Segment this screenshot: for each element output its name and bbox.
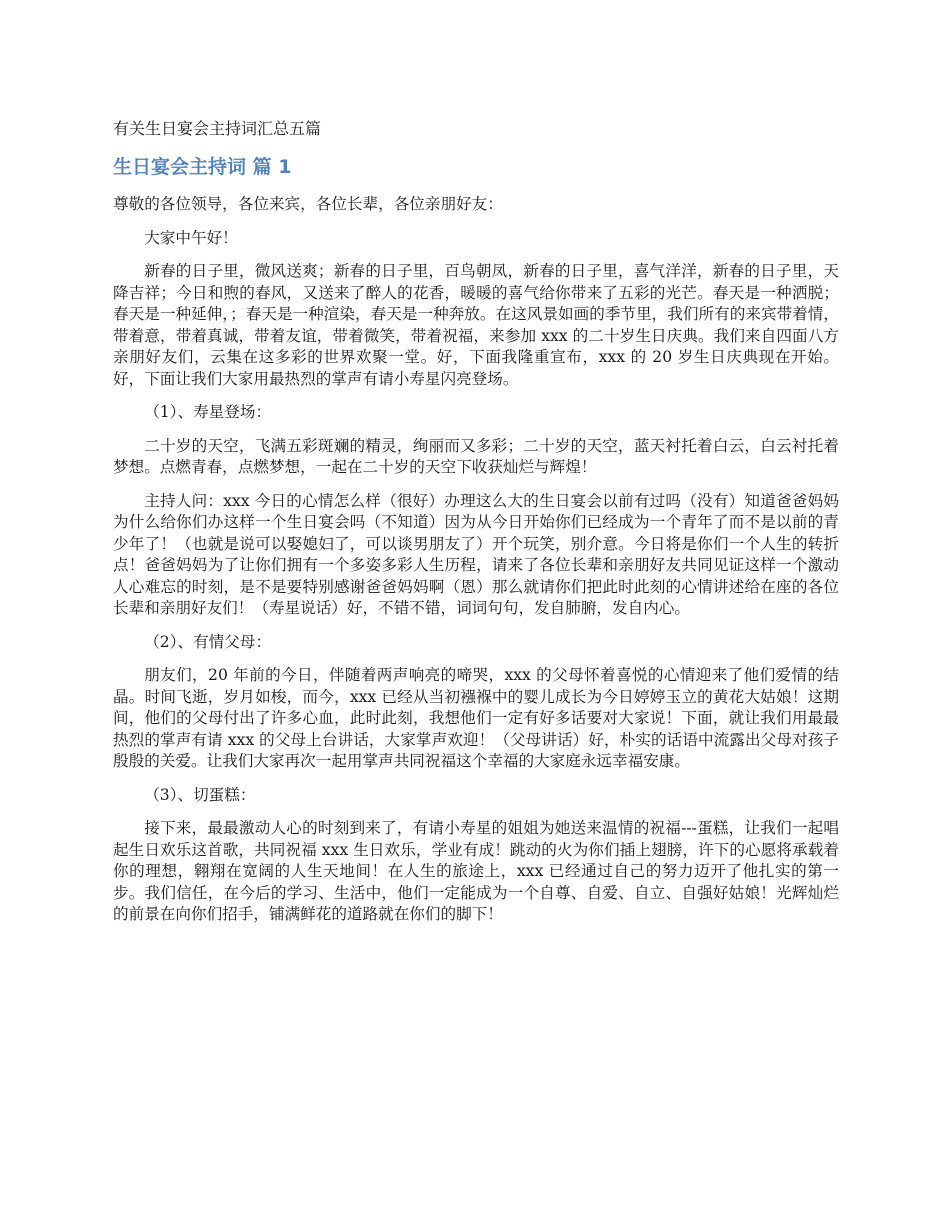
- document-title: 有关生日宴会主持词汇总五篇: [113, 119, 322, 138]
- sky-paragraph: 二十岁的天空，飞满五彩斑斓的精灵，绚丽而又多彩；二十岁的天空，蓝天衬托着白云，白云衬托着梦想。点燃青春，点燃梦想，一起在二十岁的天空下收获灿烂与辉煌！: [113, 436, 839, 476]
- parents-paragraph: 朋友们，20 年前的今日，伴随着两声响亮的啼哭，xxx 的父母怀着喜悦的心情迎来了他们爱情的结晶。时间飞逝，岁月如梭，而今，xxx 已经从当初襁褓中的婴儿成长为今日婷婷玉立的黄花大姑娘！这期间，他们的父母付出了许多心血，此时此刻，我想他们一定有好多话要对大家说！下面，就让我们用最最热烈的掌声有请 xxx 的父母上台讲话，大家掌声欢迎！（父母讲话）好，朴实的话语中流露出父母对孩子殷殷的关爱。让我们大家再次一起用掌声共同祝福这个幸福的大家庭永远幸福安康。: [113, 666, 839, 770]
- host-question-paragraph: 主持人问：xxx 今日的心情怎么样（很好）办理这么大的生日宴会以前有过吗（没有）知道爸爸妈妈为什么给你们办这样一个生日宴会吗（不知道）因为从今日开始你们已经成为一个青年了而不是以前的青少年了！（也就是说可以娶媳妇了，可以谈男朋友了）开个玩笑，别介意。今日将是你们一个人生的转折点！爸爸妈妈为了让你们拥有一个多姿多彩人生历程，请来了各位长辈和亲朋好友共同见证这样一个激动人心难忘的时刻，是不是要特别感谢爸爸妈妈啊（恩）那么就请你们把此时此刻的心情讲述给在座的各位长辈和亲朋好友们！（寿星说话）好，不错不错，词词句句，发自肺腑，发自内心。: [113, 491, 839, 617]
- section-heading: 生日宴会主持词 篇 1: [113, 156, 292, 178]
- cake-paragraph: 接下来，最最激动人心的时刻到来了，有请小寿星的姐姐为她送来温情的祝福---蛋糕，让我们一起唱起生日欢乐这首歌，共同祝福 xxx 生日欢乐，学业有成！跳动的火为你们插上翅膀，许下的心愿将承载着你的理想，翱翔在宽阔的人生天地间！在人生的旅途上，xxx 已经通过自己的努力迈开了他扎实的第一步。我们信任，在今后的学习、生活中，他们一定能成为一个自尊、自爱、自立、自强好姑娘！光辉灿烂的前景在向你们招手，铺满鲜花的道路就在你们的脚下！: [113, 819, 839, 923]
- opening-paragraph: 大家中午好！: [144, 228, 238, 247]
- greeting-paragraph: 尊敬的各位领导，各位来宾，各位长辈，各位亲朋好友：: [113, 195, 503, 213]
- section-label-3: （3）、切蛋糕：: [144, 785, 256, 804]
- spring-paragraph: 新春的日子里，微风送爽；新春的日子里，百鸟朝凤，新春的日子里，喜气洋洋，新春的日子里，天降吉祥；今日和煦的春风，又送来了醉人的花香，暖暖的喜气给你带来了五彩的光芒。春天是一种洒脱；春天是一种延伸，；春天是一种渲染，春天是一种奔放。在这风景如画的季节里，我们所有的来宾带着情，带着意，带着真诚，带着友谊，带着微笑，带着祝福，来参加 xxx 的二十岁生日庆典。我们来自四面八方亲朋好友们，云集在这多彩的世界欢聚一堂。好，下面我隆重宣布，xxx 的 20 岁生日庆典现在开始。好，下面让我们大家用最热烈的掌声有请小寿星闪亮登场。: [113, 262, 839, 388]
- section-label-1: （1）、寿星登场：: [144, 403, 272, 421]
- section-label-2: （2）、有情父母：: [144, 632, 272, 651]
- document-page: [113, 118, 839, 938]
